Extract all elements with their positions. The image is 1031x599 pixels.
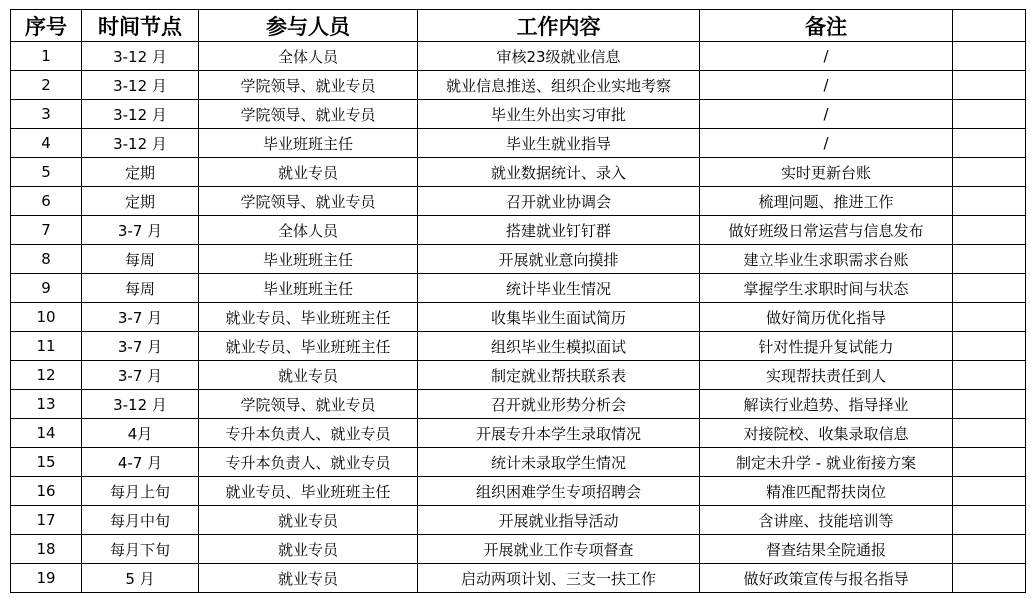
cell-work-content: 组织毕业生模拟面试 (418, 332, 700, 361)
cell-time-node: 每月中旬 (82, 506, 199, 535)
cell-empty (953, 187, 1026, 216)
cell-participants: 毕业班班主任 (199, 274, 418, 303)
cell-serial-number: 17 (11, 506, 82, 535)
cell-serial-number: 18 (11, 535, 82, 564)
table-row (11, 100, 1026, 129)
cell-serial-number: 3 (11, 100, 82, 129)
table-body (11, 42, 1026, 593)
cell-participants: 就业专员、毕业班班主任 (199, 303, 418, 332)
cell-work-content: 就业数据统计、录入 (418, 158, 700, 187)
cell-time-node: 3-12 月 (82, 100, 199, 129)
cell-work-content: 召开就业形势分析会 (418, 390, 700, 419)
cell-time-node: 4月 (82, 419, 199, 448)
table-row (11, 448, 1026, 477)
cell-serial-number: 16 (11, 477, 82, 506)
cell-work-content: 毕业生就业指导 (418, 129, 700, 158)
cell-serial-number: 13 (11, 390, 82, 419)
table-row (11, 332, 1026, 361)
cell-participants: 学院领导、就业专员 (199, 187, 418, 216)
cell-time-node: 3-12 月 (82, 129, 199, 158)
cell-remarks: 解读行业趋势、指导择业 (700, 390, 953, 419)
cell-empty (953, 419, 1026, 448)
cell-time-node: 3-12 月 (82, 71, 199, 100)
cell-time-node: 3-7 月 (82, 303, 199, 332)
cell-serial-number: 4 (11, 129, 82, 158)
header-serial-number: 序号 (11, 10, 82, 42)
cell-serial-number: 8 (11, 245, 82, 274)
cell-empty (953, 564, 1026, 593)
cell-serial-number: 2 (11, 71, 82, 100)
cell-remarks: 对接院校、收集录取信息 (700, 419, 953, 448)
cell-participants: 就业专员 (199, 564, 418, 593)
schedule-sheet (10, 9, 1026, 593)
cell-work-content: 审核23级就业信息 (418, 42, 700, 71)
cell-remarks: / (700, 129, 953, 158)
cell-participants: 就业专员、毕业班班主任 (199, 332, 418, 361)
cell-participants: 就业专员 (199, 535, 418, 564)
table-row (11, 303, 1026, 332)
cell-empty (953, 361, 1026, 390)
cell-work-content: 统计毕业生情况 (418, 274, 700, 303)
cell-remarks: / (700, 71, 953, 100)
header-row (11, 10, 1026, 42)
cell-participants: 毕业班班主任 (199, 245, 418, 274)
header-empty-column (953, 10, 1026, 42)
cell-work-content: 组织困难学生专项招聘会 (418, 477, 700, 506)
cell-empty (953, 448, 1026, 477)
cell-remarks: 做好简历优化指导 (700, 303, 953, 332)
header-time-node: 时间节点 (82, 10, 199, 42)
cell-empty (953, 274, 1026, 303)
cell-work-content: 开展就业指导活动 (418, 506, 700, 535)
cell-serial-number: 14 (11, 419, 82, 448)
cell-empty (953, 303, 1026, 332)
cell-remarks: 掌握学生求职时间与状态 (700, 274, 953, 303)
cell-time-node: 每周 (82, 274, 199, 303)
cell-time-node: 3-7 月 (82, 332, 199, 361)
cell-empty (953, 158, 1026, 187)
table-row (11, 245, 1026, 274)
cell-remarks: 做好政策宣传与报名指导 (700, 564, 953, 593)
cell-work-content: 制定就业帮扶联系表 (418, 361, 700, 390)
cell-empty (953, 216, 1026, 245)
table-row (11, 158, 1026, 187)
cell-work-content: 搭建就业钉钉群 (418, 216, 700, 245)
cell-empty (953, 42, 1026, 71)
cell-work-content: 开展专升本学生录取情况 (418, 419, 700, 448)
cell-empty (953, 332, 1026, 361)
cell-work-content: 开展就业意向摸排 (418, 245, 700, 274)
header-remarks: 备注 (700, 10, 953, 42)
cell-empty (953, 71, 1026, 100)
cell-participants: 专升本负责人、就业专员 (199, 448, 418, 477)
table-row (11, 274, 1026, 303)
cell-empty (953, 477, 1026, 506)
cell-serial-number: 9 (11, 274, 82, 303)
cell-empty (953, 390, 1026, 419)
cell-participants: 全体人员 (199, 216, 418, 245)
cell-serial-number: 1 (11, 42, 82, 71)
cell-remarks: 梳理问题、推进工作 (700, 187, 953, 216)
cell-time-node: 4-7 月 (82, 448, 199, 477)
cell-time-node: 定期 (82, 158, 199, 187)
cell-work-content: 召开就业协调会 (418, 187, 700, 216)
cell-remarks: 精准匹配帮扶岗位 (700, 477, 953, 506)
table-row (11, 71, 1026, 100)
cell-time-node: 每月下旬 (82, 535, 199, 564)
table-row (11, 187, 1026, 216)
cell-participants: 就业专员 (199, 506, 418, 535)
table-row (11, 129, 1026, 158)
cell-remarks: 针对性提升复试能力 (700, 332, 953, 361)
cell-remarks: 制定未升学 - 就业衔接方案 (700, 448, 953, 477)
cell-empty (953, 245, 1026, 274)
cell-participants: 学院领导、就业专员 (199, 71, 418, 100)
cell-serial-number: 7 (11, 216, 82, 245)
table-row (11, 419, 1026, 448)
cell-work-content: 收集毕业生面试简历 (418, 303, 700, 332)
cell-serial-number: 5 (11, 158, 82, 187)
cell-participants: 学院领导、就业专员 (199, 390, 418, 419)
cell-empty (953, 129, 1026, 158)
table-row (11, 506, 1026, 535)
cell-serial-number: 10 (11, 303, 82, 332)
cell-participants: 就业专员 (199, 158, 418, 187)
table-row (11, 564, 1026, 593)
cell-serial-number: 19 (11, 564, 82, 593)
cell-work-content: 就业信息推送、组织企业实地考察 (418, 71, 700, 100)
cell-serial-number: 15 (11, 448, 82, 477)
cell-serial-number: 12 (11, 361, 82, 390)
cell-time-node: 每月上旬 (82, 477, 199, 506)
cell-empty (953, 506, 1026, 535)
cell-remarks: 含讲座、技能培训等 (700, 506, 953, 535)
cell-work-content: 开展就业工作专项督查 (418, 535, 700, 564)
cell-time-node: 每周 (82, 245, 199, 274)
employment-work-schedule-table (10, 9, 1026, 593)
table-row (11, 390, 1026, 419)
cell-work-content: 统计未录取学生情况 (418, 448, 700, 477)
cell-participants: 学院领导、就业专员 (199, 100, 418, 129)
cell-time-node: 3-7 月 (82, 361, 199, 390)
table-row (11, 42, 1026, 71)
cell-time-node: 3-12 月 (82, 42, 199, 71)
cell-empty (953, 100, 1026, 129)
cell-remarks: 实现帮扶责任到人 (700, 361, 953, 390)
table-row (11, 477, 1026, 506)
table-row (11, 361, 1026, 390)
cell-work-content: 启动两项计划、三支一扶工作 (418, 564, 700, 593)
cell-remarks: 建立毕业生求职需求台账 (700, 245, 953, 274)
cell-remarks: / (700, 42, 953, 71)
cell-participants: 专升本负责人、就业专员 (199, 419, 418, 448)
cell-time-node: 3-12 月 (82, 390, 199, 419)
cell-remarks: 做好班级日常运营与信息发布 (700, 216, 953, 245)
header-participants: 参与人员 (199, 10, 418, 42)
header-work-content: 工作内容 (418, 10, 700, 42)
cell-serial-number: 11 (11, 332, 82, 361)
cell-participants: 就业专员 (199, 361, 418, 390)
table-row (11, 535, 1026, 564)
cell-remarks: 实时更新台账 (700, 158, 953, 187)
cell-time-node: 5 月 (82, 564, 199, 593)
cell-time-node: 定期 (82, 187, 199, 216)
cell-serial-number: 6 (11, 187, 82, 216)
cell-time-node: 3-7 月 (82, 216, 199, 245)
cell-empty (953, 535, 1026, 564)
cell-remarks: / (700, 100, 953, 129)
cell-participants: 毕业班班主任 (199, 129, 418, 158)
cell-participants: 就业专员、毕业班班主任 (199, 477, 418, 506)
table-row (11, 216, 1026, 245)
cell-participants: 全体人员 (199, 42, 418, 71)
cell-remarks: 督查结果全院通报 (700, 535, 953, 564)
cell-work-content: 毕业生外出实习审批 (418, 100, 700, 129)
